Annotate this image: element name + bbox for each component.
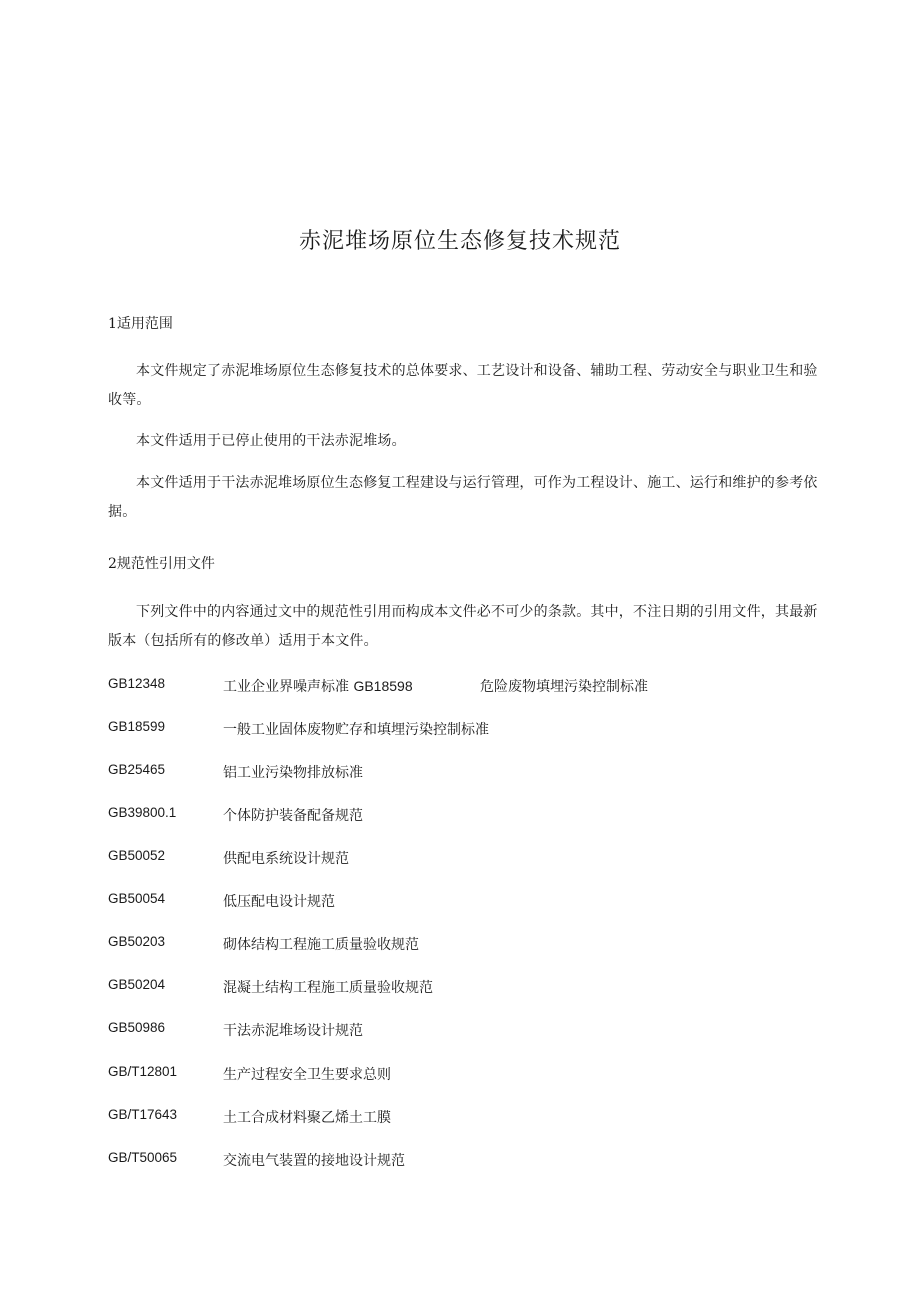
reference-name: 混凝土结构工程施工质量验收规范 <box>223 980 433 996</box>
scope-paragraph-2: 本文件适用于已停止使用的干法赤泥堆场。 <box>136 433 406 449</box>
reference-code: GB50052 <box>108 848 166 863</box>
document-title: 赤泥堆场原位生态修复技术规范 <box>298 229 621 254</box>
reference-name: 干法赤泥堆场设计规范 <box>223 1023 363 1039</box>
reference-code: GB50986 <box>108 1020 166 1035</box>
reference-code: GB12348 <box>108 676 166 691</box>
section-heading-scope: 1适用范围 <box>108 316 173 332</box>
reference-code: GB18599 <box>108 719 166 734</box>
reference-name: 交流电气装置的接地设计规范 <box>223 1153 405 1169</box>
reference-code: GB/T17643 <box>108 1107 178 1122</box>
reference-name: 供配电系统设计规范 <box>223 851 349 867</box>
reference-code: GB/T50065 <box>108 1150 178 1165</box>
references-intro: 下列文件中的内容通过文中的规范性引用而构成本文件必不可少的条款。其中，不注日期的引用文件，其最新版本（包括所有的修改单）适用于本文件。 <box>108 604 818 649</box>
reference-code: GB25465 <box>108 762 166 777</box>
reference-name: 生产过程安全卫生要求总则 <box>223 1067 391 1083</box>
reference-code: GB/T12801 <box>108 1064 178 1079</box>
reference-code: GB50054 <box>108 891 166 906</box>
reference-code: GB50203 <box>108 934 166 949</box>
reference-name: 低压配电设计规范 <box>223 894 335 910</box>
reference-code: GB50204 <box>108 977 166 992</box>
reference-name: 工业企业界噪声标准 GB18598 <box>223 678 413 695</box>
reference-name: 土工合成材料聚乙烯土工膜 <box>223 1110 391 1126</box>
reference-inline-code: GB18598 <box>353 678 413 694</box>
reference-name-second: 危险废物填埋污染控制标准 <box>480 679 648 695</box>
reference-name: 铝工业污染物排放标准 <box>223 765 363 781</box>
scope-paragraph-3: 本文件适用于干法赤泥堆场原位生态修复工程建设与运行管理，可作为工程设计、施工、运行和维护的参考依据。 <box>108 475 818 520</box>
scope-paragraph-1: 本文件规定了赤泥堆场原位生态修复技术的总体要求、工艺设计和设备、辅助工程、劳动安全与职业卫生和验收等。 <box>108 363 818 408</box>
reference-name: 一般工业固体废物贮存和填埋污染控制标准 <box>223 722 489 738</box>
reference-name: 砌体结构工程施工质量验收规范 <box>223 937 419 953</box>
reference-name: 个体防护装备配备规范 <box>223 808 363 824</box>
reference-code: GB39800.1 <box>108 805 177 820</box>
section-heading-references: 2规范性引用文件 <box>108 556 215 572</box>
